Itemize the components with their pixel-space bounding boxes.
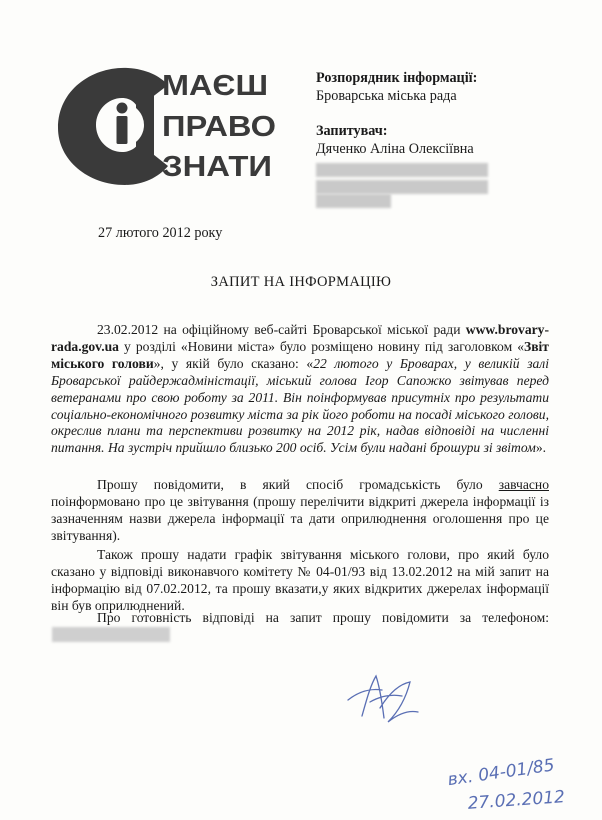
paragraph-4: Про готовність відповіді на запит прошу повідомити за телефоном: — [97, 610, 549, 625]
info-i-key-icon — [58, 68, 168, 185]
incoming-registration-note — [440, 750, 570, 820]
letter-date: 27 лютого 2012 року — [98, 225, 223, 241]
website-link: www.brovary-rada.gov.ua — [51, 322, 549, 354]
signature — [340, 662, 430, 742]
holder-value: Броварська міська рада — [316, 88, 457, 104]
logo-line-2: ПРАВО — [162, 111, 276, 143]
redacted-phone — [52, 627, 170, 642]
redacted-address-1 — [316, 163, 488, 177]
holder-label: Розпорядник інформації: — [316, 70, 478, 86]
logo-line-3: ЗНАТИ — [162, 151, 272, 183]
paragraph-3: Також прошу надати графік звітування міського голови, про який було сказано у відповіді виконавчого комітету № 04-01/93 від 13.02.2012 на мій запит на інформацію від 07.02.2012, та прошу вказати,у яких відкритих джерелах інформації він був оприлюднений. — [51, 547, 549, 613]
news-quote: 22 лютого у Броварах, у великій залі Броварської райдержадміністації, міський голова Ігор Сапожко звітував перед ветеранами про свою роботу за 2011. Він поінформував присутніх про результати соціально-економічного розвитку міста за рік його роботи на посаді міського голови, окреслив плани та перспективи розвитку на 2012 рік, надав відповіді на численні питання. На зустріч прийшло близько 200 осіб. Усім були надані брошури зі звітом — [51, 355, 549, 456]
paragraph-1: 23.02.2012 на офіційному веб-сайті Броварської міської ради www.brovary-rada.gov.ua у розділі «Новини міста» було розміщено новину під заголовком «Звіт міського голови», у якій було сказано: «22 лютого у Броварах, у великій залі Броварської райдержадміністації, міський голова Ігор Сапожко звітував перед ветеранами про свою роботу за 2011. Він поінформував присутніх про результати соціально-економічного розвитку міста за рік його роботи на посаді міського голови, окреслив плани та перспективи розвитку на 2012 рік, надав відповіді на численні питання. На зустріч прийшло близько 200 осіб. Усім були надані брошури зі звітом». — [51, 322, 549, 456]
redacted-address-2 — [316, 180, 488, 194]
underlined-word: завчасно — [498, 477, 549, 492]
logo-text — [162, 70, 276, 183]
requester-label: Запитувач: — [316, 123, 388, 139]
incoming-number: вх. 04-01/85 — [446, 755, 556, 791]
requester-value: Дяченко Аліна Олексіївна — [316, 141, 474, 157]
paragraph-2: Прошу повідомити, в який спосіб громадськість було завчасно поінформовано про це звітування (прошу перелічити відкриті джерела інформації із зазначенням назви джерела інформації та дати оприлюднення оголошення про це звітування). — [51, 477, 549, 543]
logo-line-1: МАЄШ — [162, 70, 268, 102]
logo — [50, 58, 290, 188]
redacted-address-3 — [316, 194, 391, 208]
document-title: ЗАПИТ НА ІНФОРМАЦІЮ — [210, 274, 392, 290]
news-heading: Звіт міського голови — [51, 338, 549, 371]
incoming-date: 27.02.2012 — [467, 787, 566, 814]
